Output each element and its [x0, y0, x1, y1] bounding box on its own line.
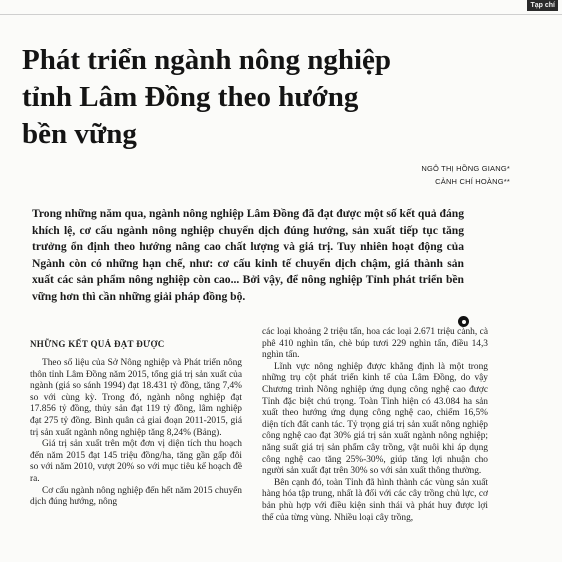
publication-tag: Tạp chí [527, 0, 558, 11]
title-line: bền vững [22, 118, 137, 150]
author-name: NGÔ THỊ HỒNG GIANG* [421, 164, 510, 173]
title-line: Phát triển ngành nông nghiệp [22, 44, 392, 76]
article-lead: Trong những năm qua, ngành nông nghiệp Lâm Đồng đã đạt được một số kết quả đáng khích lệ, cơ cấu ngành nông nghiệp chuyển dịch đúng hướng, sản xuất tiếp tục tăng trưởng ổn định theo hướng nâng cao chất lượng và giá trị. Tuy nhiên hoạt động của Ngành còn có những hạn chế, như: cơ cấu kinh tế chuyển dịch chậm, giá thành sản xuất các sản phẩm nông nghiệp còn cao... Bởi vậy, để nông nghiệp Tỉnh phát triển bền vững hơn thì cần những giải pháp đồng bộ. [32, 207, 464, 303]
body-paragraph: Bên cạnh đó, toàn Tỉnh đã hình thành các vùng sản xuất hàng hóa tập trung, nhất là đối với các cây trồng chủ lực, cơ bản phù hợp với điều kiện sinh thái và phát huy được lợi thế của từng vùng. Nhiều loại cây trồng, [262, 477, 488, 523]
body-paragraph: Giá trị sản xuất trên một đơn vị diện tích thu hoạch đến năm 2015 đạt 145 triệu đồng/ha, tăng gần gấp đôi so với năm 2010, vượt 20% so với mục tiêu kế hoạch đề ra. [30, 439, 242, 484]
section-heading: NHỮNG KẾT QUẢ ĐẠT ĐƯỢC [30, 339, 165, 349]
author-byline [421, 162, 510, 188]
author-name: CẢNH CHÍ HOÀNG** [435, 177, 510, 186]
title-line: tỉnh Lâm Đồng theo hướng [22, 81, 359, 113]
body-column-left [30, 330, 242, 509]
body-paragraph: Lĩnh vực nông nghiệp được khẳng định là một trong những trụ cột phát triển kinh tế của Lâm Đồng, do vậy Chương trình Nông nghiệp ứng dụng công nghệ cao được Tỉnh đặc biệt chú trọng. Toàn Tỉnh hiện có 43.084 ha sản xuất theo hướng ứng dụng công nghệ cao, chiếm 16,5% diện tích đất canh tác. Tỷ trọng giá trị sản xuất nông nghiệp công nghệ cao đạt 30% giá trị sản xuất ngành nông nghiệp; năng suất giá trị sản phẩm cây trồng, vật nuôi khi áp dụng công nghệ cao tăng 25%-30%, giúp tăng lợi nhuận cho người sản xuất đạt trên 30% so với sản xuất thông thường. [262, 361, 488, 477]
body-column-right [262, 327, 488, 524]
page-header-bar [0, 0, 562, 15]
body-paragraph: các loại khoảng 2 triệu tấn, hoa các loại 2.671 triệu cành, cà phê 410 nghìn tấn, chè búp tươi 229 nghìn tấn, điều 14,3 nghìn tấn. [262, 327, 488, 361]
bullet-marker [458, 316, 469, 327]
body-paragraph: Cơ cấu ngành nông nghiệp đến hết năm 2015 chuyển dịch đúng hướng, nông [30, 485, 242, 508]
article-title [22, 42, 482, 153]
body-paragraph: Theo số liệu của Sở Nông nghiệp và Phát triển nông thôn tỉnh Lâm Đồng năm 2015, tổng giá trị sản xuất của ngành (giá so sánh 1994) đạt 18.431 tỷ đồng, tăng 7,4% so với cùng kỳ. Trong đó, ngành nông nghiệp đạt 17.856 tỷ đồng, thủy sản đạt 119 tỷ đồng, lâm nghiệp đạt 275 tỷ đồng. Bình quân cả giai đoạn 2011-2015, giá trị sản xuất ngành nông nghiệp tăng 8,24% (Bảng). [30, 358, 242, 438]
